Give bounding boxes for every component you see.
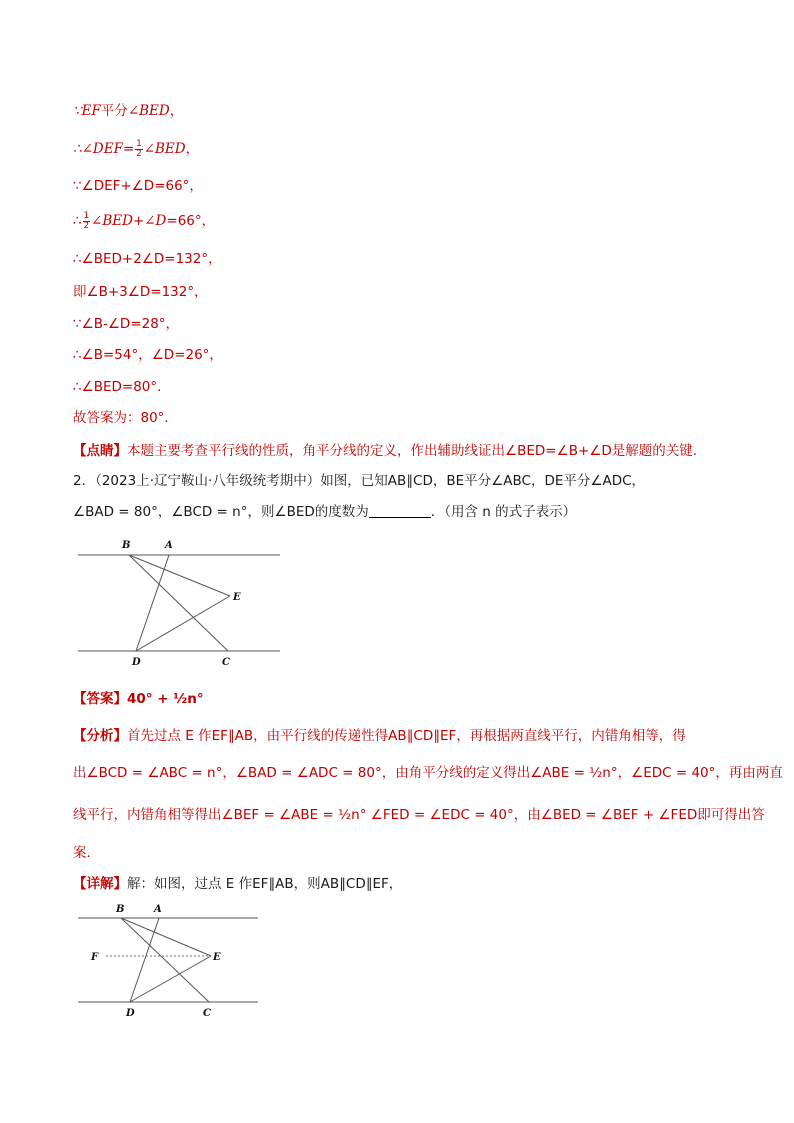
step-6: 即∠B+3∠D=132°，: [73, 284, 208, 300]
answer-blank: [369, 503, 431, 518]
answer-value: 40° + ½n°: [127, 691, 204, 707]
step-1: ∵EF平分∠BED，: [73, 103, 184, 119]
analysis-line3: 线平行，内错角相等得出∠BEF = ∠ABE = ½n° ∠FED = ∠EDC = 40°，由∠BED = ∠BEF + ∠FED即可得出答: [73, 807, 765, 823]
problem2-text1: 如图，已知AB∥CD，BE平分∠ABC，DE平分∠ADC，: [320, 473, 646, 489]
figure-2: [75, 900, 265, 1025]
answer-line: 故答案为：80°．: [73, 410, 178, 426]
step-9: ∴∠BED=80°．: [73, 379, 171, 395]
dianjing-text: 本题主要考查平行线的性质，角平分线的定义，作出辅助线证出∠BED=∠B+∠D是解题的关键．: [127, 443, 707, 459]
label2-D: D: [126, 1008, 135, 1019]
label-C: C: [222, 657, 230, 668]
label2-C: C: [203, 1008, 211, 1019]
dianjing: [73, 440, 706, 462]
answer: [73, 688, 204, 710]
label-A: A: [165, 540, 173, 551]
label2-A: A: [154, 904, 162, 915]
label-B: B: [122, 540, 131, 551]
analysis-line2: 出∠BCD = ∠ABC = n°，∠BAD = ∠ADC = 80°，由角平分线的定义得出∠ABE = ½n°，∠EDC = 40°，再由两直: [73, 765, 783, 781]
problem2-line2: ∠BAD = 80°，∠BCD = n°，则∠BED的度数为 ．（用含 n 的式子表示）: [73, 504, 577, 520]
analysis-tag: 【分析】: [73, 728, 127, 744]
problem2-line1: [73, 470, 645, 492]
problem2-source: （2023上·辽宁鞍山·八年级统考期中）: [95, 473, 321, 489]
detail-tag: 【详解】: [73, 876, 127, 892]
detail: [73, 873, 402, 895]
label-D: D: [132, 657, 141, 668]
label2-F: F: [91, 952, 99, 963]
analysis-line1: 【分析】首先过点 E 作EF∥AB，由平行线的传递性得AB∥CD∥EF，再根据两直线平行，内错角相等，得: [73, 728, 686, 744]
step-3: ∵∠DEF+∠D=66°，: [73, 178, 203, 194]
step-5: ∴∠BED+2∠D=132°，: [73, 251, 222, 267]
step-7: ∵∠B-∠D=28°，: [73, 316, 180, 332]
problem2-number: 2．: [73, 473, 96, 489]
answer-tag: 【答案】: [73, 691, 127, 707]
step-8: ∴∠B=54°，∠D=26°，: [73, 347, 223, 363]
label-E: E: [233, 592, 241, 603]
dianjing-tag: 【点睛】: [73, 443, 127, 459]
step-2: ∴∠DEF= $\frac{1}{2}$ ∠BED，: [73, 138, 200, 159]
label2-B: B: [116, 904, 125, 915]
detail-text: 解：如图，过点 E 作EF∥AB，则AB∥CD∥EF，: [127, 876, 403, 892]
figure-1: [75, 535, 285, 670]
step-4: ∴ $\frac{1}{2}$ ∠BED+∠D=66°，: [73, 210, 216, 231]
label2-E: E: [213, 952, 221, 963]
analysis-line4: 案．: [73, 845, 100, 861]
